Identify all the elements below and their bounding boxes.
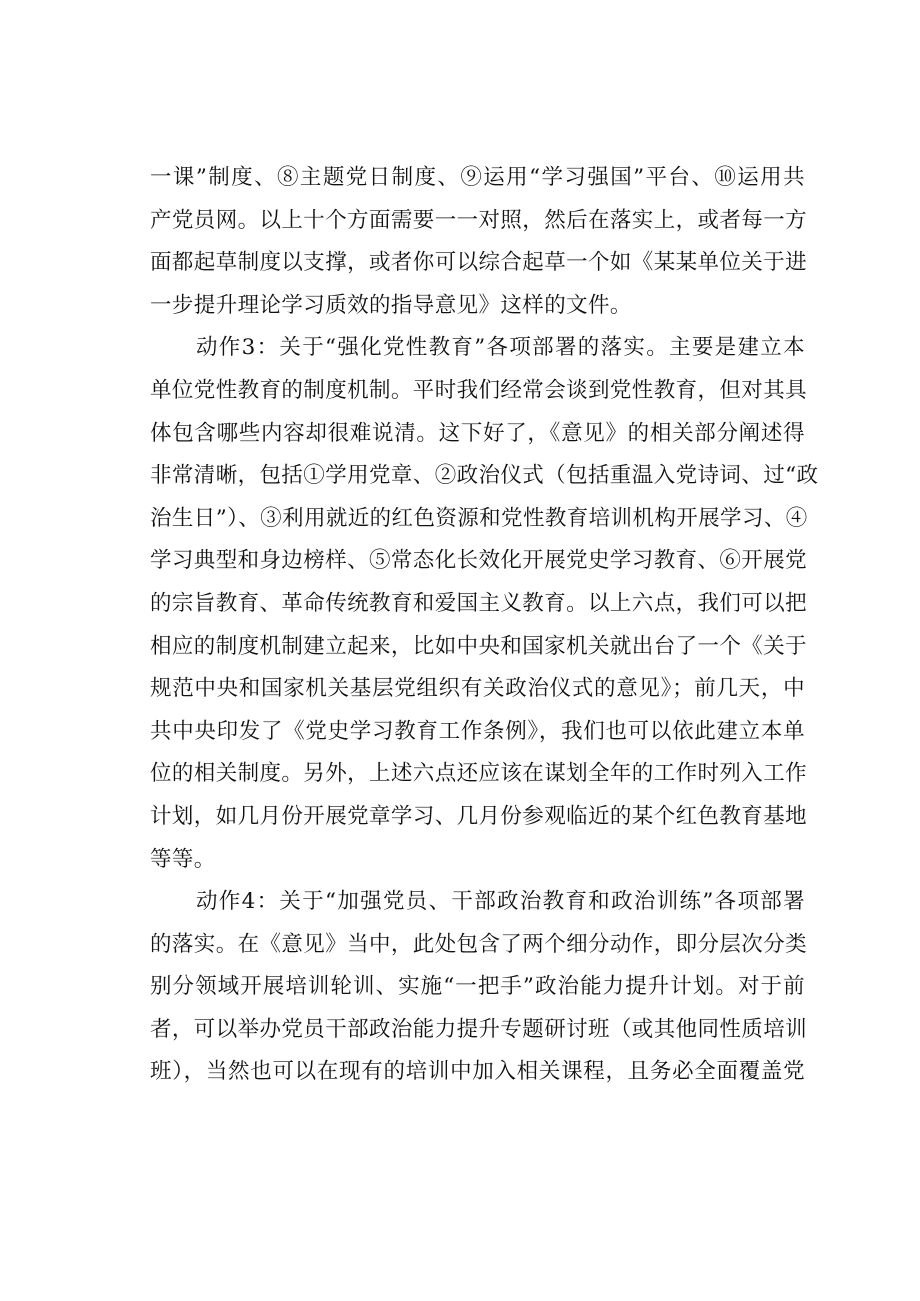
text-line: 体包含哪些内容却很难说清。这下好了，《意见》的相关部分阐述得 — [150, 420, 805, 446]
paragraph-1 — [150, 157, 808, 327]
text-line: 面都起草制度以支撑，或者你可以综合起草一个如《某某单位关于进 — [150, 250, 808, 276]
text-line: 一步提升理论学习质效的指导意见》这样的文件。 — [150, 292, 632, 318]
text-line: 产党员网。以上十个方面需要一一对照，然后在落实上，或者每一方 — [150, 207, 808, 233]
text-line: 共中央印发了《党史学习教育工作条例》，我们也可以依此建立本单 — [150, 718, 805, 744]
text-line: 计划，如几月份开展党章学习、几月份参观临近的某个红色教育基地 — [150, 803, 808, 829]
text-line: 动作3：关于“强化党性教育”各项部署的落实。主要是建立本 — [196, 335, 805, 361]
text-line: 的落实。在《意见》当中，此处包含了两个细分动作，即分层次分类 — [150, 931, 808, 957]
text-line: 相应的制度机制建立起来，比如中央和国家机关就出台了一个《关于 — [150, 633, 808, 659]
text-line: 的宗旨教育、革命传统教育和爱国主义教育。以上六点，我们可以把 — [150, 590, 808, 616]
text-line: 一课”制度、⑧主题党日制度、⑨运用“学习强国”平台、⑩运用共 — [150, 165, 805, 190]
text-line: 治生日”）、③利用就近的红色资源和党性教育培训机构开展学习、④ — [150, 505, 808, 531]
text-line: 别分领域开展培训轮训、实施“一把手”政治能力提升计划。对于前 — [150, 974, 805, 1000]
text-line: 动作4：关于“加强党员、干部政治教育和政治训练”各项部署 — [196, 889, 805, 915]
text-line: 位的相关制度。另外，上述六点还应该在谋划全年的工作时列入工作 — [150, 761, 808, 787]
text-line: 规范中央和国家机关基层党组织有关政治仪式的意见》；前几天，中 — [150, 676, 805, 702]
paragraph-2 — [150, 327, 819, 881]
text-line: 者，可以举办党员干部政治能力提升专题研讨班（或其他同性质培训 — [150, 1016, 808, 1042]
text-line: 学习典型和身边榜样、⑤常态化长效化开展党史学习教育、⑥开展党 — [150, 548, 808, 574]
text-line: 非常清晰，包括①学用党章、②政治仪式（包括重温入党诗词、过“政 — [150, 463, 819, 489]
text-line: 班），当然也可以在现有的培训中加入相关课程，且务必全面覆盖党 — [150, 1059, 805, 1085]
paragraph-3 — [150, 881, 808, 1094]
text-line: 单位党性教育的制度机制。平时我们经常会谈到党性教育，但对其具 — [150, 377, 808, 403]
document-body — [150, 157, 819, 1094]
text-line: 等等。 — [150, 846, 216, 872]
